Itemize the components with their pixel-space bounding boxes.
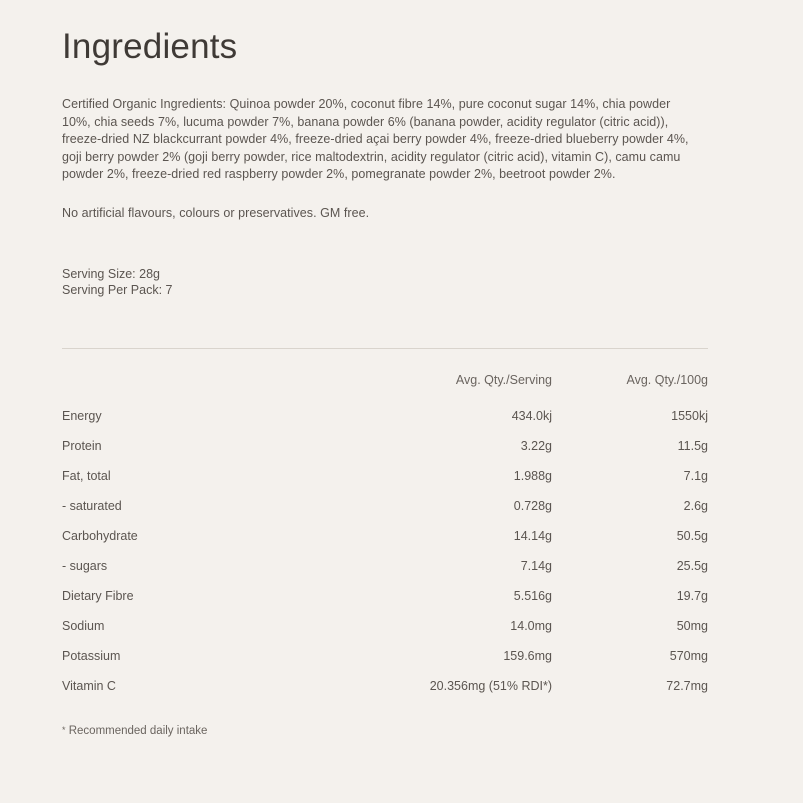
row-per-100g: 50.5g <box>676 529 708 543</box>
row-per-100g: 1550kj <box>671 409 708 423</box>
spacer <box>62 222 708 266</box>
table-row <box>62 401 708 431</box>
nutrition-table <box>62 349 708 701</box>
additives-note: No artificial flavours, colours or preservatives. GM free. <box>62 205 370 220</box>
row-per-serving: 434.0kj <box>511 409 552 423</box>
row-per-serving: 159.6mg <box>503 649 552 663</box>
row-per-100g: 72.7mg <box>666 679 708 693</box>
footnote-text: Recommended daily intake <box>68 725 208 737</box>
nutrition-panel <box>62 348 708 737</box>
table-row <box>62 611 708 641</box>
row-label: Protein <box>62 439 102 453</box>
row-label: Sodium <box>62 619 105 633</box>
table-row <box>62 581 708 611</box>
row-label: - saturated <box>62 499 122 513</box>
footnote-marker: * <box>62 725 66 735</box>
header-label <box>62 349 362 401</box>
header-per-100g: Avg. Qty./100g <box>626 373 708 387</box>
spacer <box>62 184 708 205</box>
row-per-serving: 14.14g <box>513 529 552 543</box>
footnote <box>62 725 708 737</box>
serving-size: Serving Size: 28g <box>62 267 160 281</box>
row-per-serving: 1.988g <box>513 469 552 483</box>
header-per-serving: Avg. Qty./Serving <box>455 373 552 387</box>
row-per-100g: 2.6g <box>683 499 708 513</box>
table-row <box>62 671 708 701</box>
row-per-100g: 7.1g <box>683 469 708 483</box>
ingredients-paragraph: Certified Organic Ingredients: Quinoa powder 20%, coconut fibre 14%, pure coconut sugar 14%, chia powder 10%, chia seeds 7%, lucuma powder 7%, banana powder 6% (banana powder, acidity regulator (citric acid)), freeze-dried NZ blackcurrant powder 4%, freeze-dried açai berry powder 4%, freeze-dried blueberry powder 4%, goji berry powder 2% (goji berry powder, rice maltodextrin, acidity regulator (citric acid), vitamin C), camu camu powder 2%, freeze-dried red raspberry powder 2%, pomegranate powder 2%, beetroot powder 2%. <box>62 97 689 181</box>
row-per-serving: 7.14g <box>520 559 552 573</box>
row-label: Fat, total <box>62 469 111 483</box>
row-per-serving: 5.516g <box>513 589 552 603</box>
row-per-serving: 14.0mg <box>510 619 552 633</box>
table-row <box>62 641 708 671</box>
row-per-100g: 570mg <box>669 649 708 663</box>
row-label: Carbohydrate <box>62 529 138 543</box>
table-row <box>62 551 708 581</box>
table-row <box>62 491 708 521</box>
row-label: Energy <box>62 409 102 423</box>
row-per-100g: 25.5g <box>676 559 708 573</box>
table-header-row <box>62 349 708 401</box>
serving-per-pack: Serving Per Pack: 7 <box>62 283 173 297</box>
row-label: Dietary Fibre <box>62 589 134 603</box>
page-title: Ingredients <box>62 27 238 66</box>
row-per-serving: 20.356mg (51% RDI*) <box>429 679 552 693</box>
row-label: Vitamin C <box>62 679 116 693</box>
table-row <box>62 521 708 551</box>
row-label: - sugars <box>62 559 108 573</box>
row-per-100g: 11.5g <box>677 439 708 453</box>
row-per-100g: 19.7g <box>676 589 708 603</box>
row-per-100g: 50mg <box>676 619 708 633</box>
row-per-serving: 3.22g <box>520 439 552 453</box>
row-label: Potassium <box>62 649 121 663</box>
table-row <box>62 461 708 491</box>
table-row <box>62 431 708 461</box>
row-per-serving: 0.728g <box>513 499 552 513</box>
